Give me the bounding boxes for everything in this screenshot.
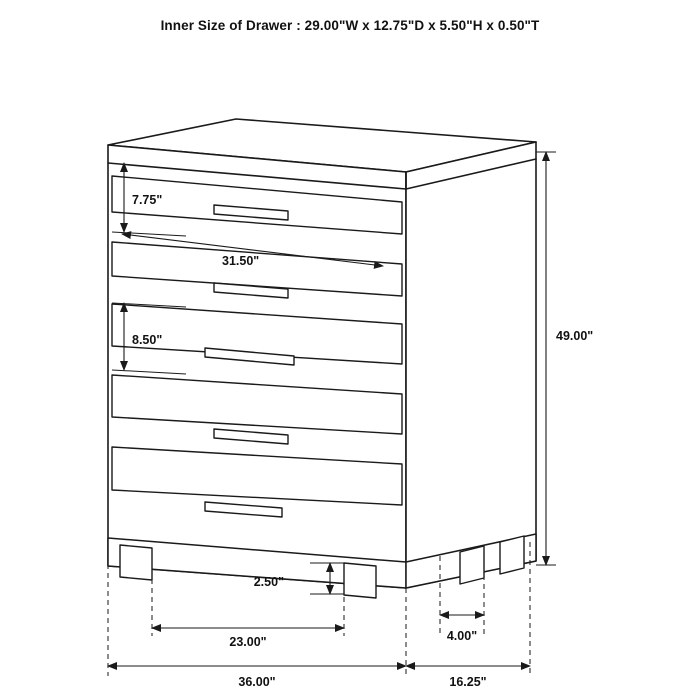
- leg-side-far: [500, 536, 524, 574]
- label-top-drawer-height: 7.75": [132, 193, 163, 207]
- label-leg-offset: 4.00": [446, 629, 478, 643]
- page-title: Inner Size of Drawer : 29.00"W x 12.75"D x 5.50"H x 0.50"T: [160, 18, 540, 33]
- label-base-inner-width: 23.00": [229, 635, 267, 649]
- leg-front-left: [120, 545, 152, 580]
- label-drawer-width-diagonal: 31.50": [222, 254, 260, 268]
- label-side-depth: 16.25": [449, 675, 487, 689]
- chest-right-side-face: [406, 142, 536, 588]
- label-total-height: 49.00": [556, 329, 594, 343]
- leg-front-right: [344, 563, 376, 598]
- label-leg-height: 2.50": [253, 575, 284, 589]
- label-front-width: 36.00": [238, 675, 276, 689]
- leg-back-right: [460, 546, 484, 584]
- label-second-drawer-height: 8.50": [132, 333, 163, 347]
